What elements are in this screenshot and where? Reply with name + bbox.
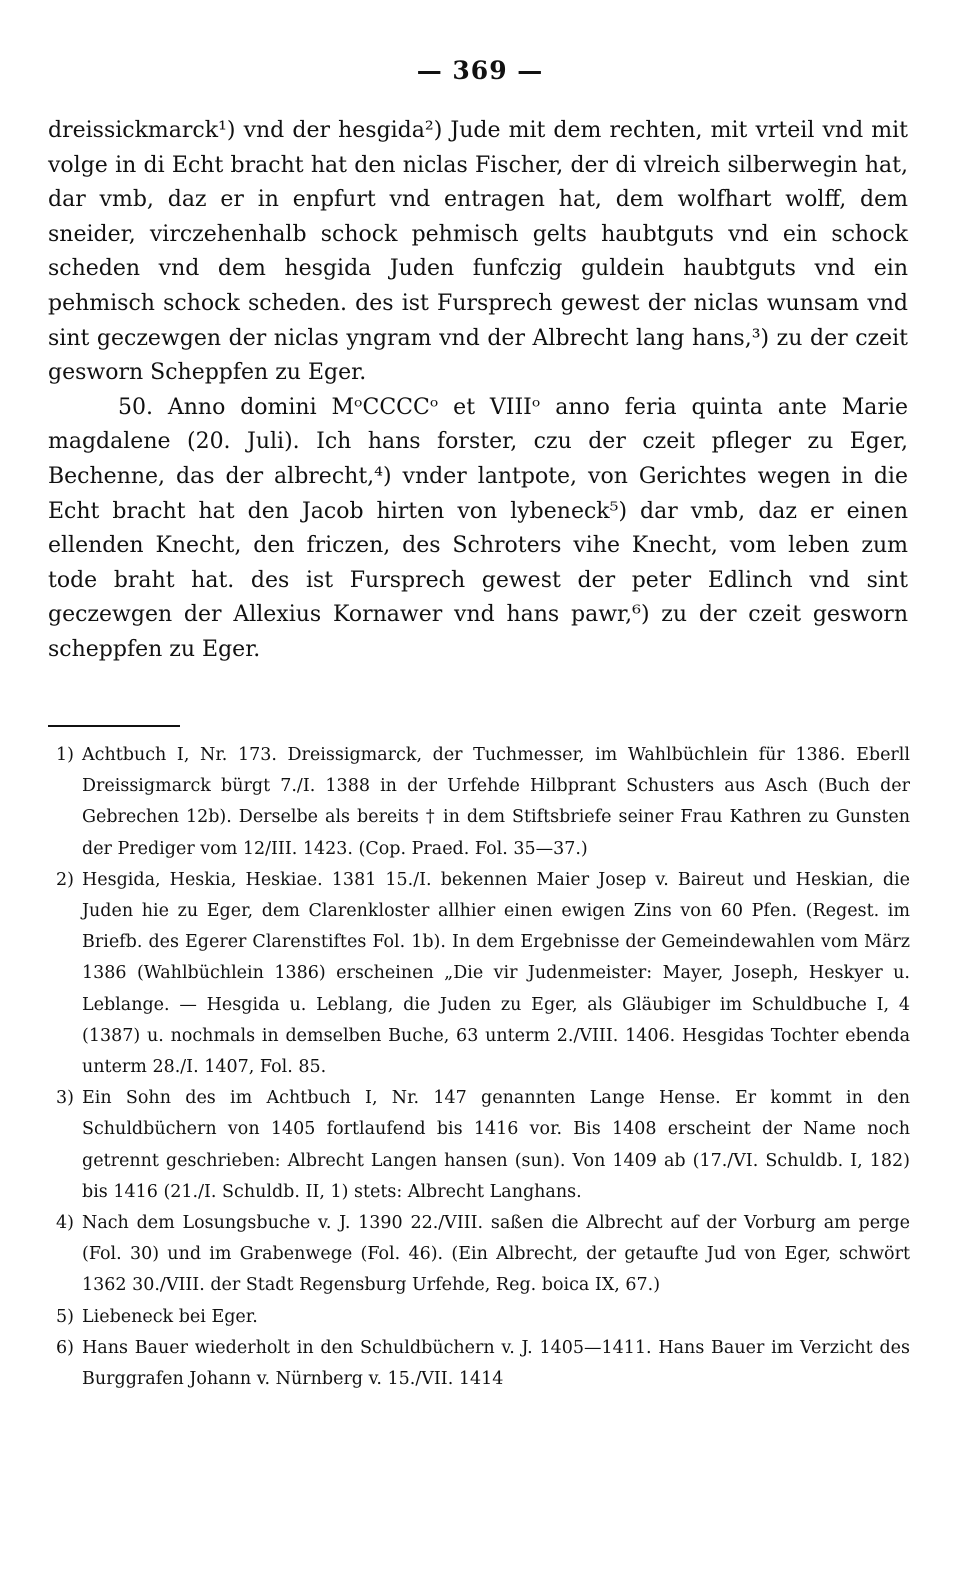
footnote-4 (56, 1208, 910, 1302)
footnote-1 (56, 740, 910, 865)
footnote-number: 6) (56, 1337, 74, 1358)
footnote-5 (56, 1302, 910, 1333)
footnote-number: 2) (56, 869, 74, 890)
footnote-3 (56, 1083, 910, 1208)
footnote-text: Hesgida, Heskia, Heskiae. 1381 15./I. bekennen Maier Josep v. Baireut und Heskian, die Juden hie zu Eger, dem Clarenkloster allhier einen ewigen Zins von 60 Pfen. (Regest. im Briefb. des Egerer Clarenstiftes Fol. 1b). In dem Ergebnisse der Gemeindewahlen vom März 1386 (Wahlbüchlein 1386) erscheinen „Die vir Judenmeister: Mayer, Joseph, Heskyer u. Leblange. — Hesgida u. Leblang, die Juden zu Eger, als Gläubiger im Schuldbuche I, 4 (1387) u. nochmals in demselben Buche, 63 unterm 2./VIII. 1406. Hesgidas Tochter ebenda unterm 28./I. 1407, Fol. 85. (82, 869, 910, 1078)
paragraph-1: dreissickmarck¹) vnd der hesgida²) Jude mit dem rechten, mit vrteil vnd mit volge in di Echt bracht hat den niclas Fischer, der di vlreich silberwegin hat, dar vmb, daz er in enpfurt vnd entragen hat, dem wolfhart wolff, dem sneider, virczehenhalb schock pehmisch gelts haubtguts vnd ein schock scheden vnd dem hesgida Juden funfczig guldein haubtguts vnd ein pehmisch schock scheden. des ist Fursprech gewest der niclas wunsam vnd sint geczewgen der niclas yngram vnd der Albrecht lang hans,³) zu der czeit gesworn Scheppfen zu Eger. (48, 118, 908, 386)
footnote-2 (56, 865, 910, 1083)
page-number: — 369 — (416, 56, 544, 85)
footnote-separator (48, 725, 180, 727)
footnote-text: Hans Bauer wiederholt in den Schuldbüchern v. J. 1405—1411. Hans Bauer im Verzicht des Burggrafen Johann v. Nürnberg v. 15./VII. 1414 (82, 1337, 910, 1390)
footnote-number: 3) (56, 1088, 74, 1109)
footnote-number: 4) (56, 1213, 74, 1234)
footnote-text: Ein Sohn des im Achtbuch I, Nr. 147 genannten Lange Hense. Er kommt in den Schuldbüchern von 1405 fortlaufend bis 1416 vor. Bis 1408 erscheint der Name noch getrennt geschrieben: Albrecht Langen hansen (sun). Von 1409 ab (17./VI. Schuldb. I, 182) bis 1416 (21./I. Schuldb. II, 1) stets: Albrecht Langhans. (82, 1088, 910, 1202)
footnote-text: Achtbuch I, Nr. 173. Dreissigmarck, der Tuchmesser, im Wahlbüchlein für 1386. Eberll Dreissigmarck bürgt 7./I. 1388 in der Urfehde Hilbprant Schusters aus Asch (Buch der Gebrechen 12b). Derselbe als bereits † in dem Stiftsbriefe seiner Frau Kathren zu Gunsten der Prediger vom 12/III. 1423. (Cop. Praed. Fol. 35—37.) (82, 745, 910, 859)
paragraph-2: 50. Anno domini MᵒCCCCᵒ et VIIIᵒ anno feria quinta ante Marie magdalene (20. Juli). Ich hans forster, czu der czeit pfleger zu Eger, Bechenne, das der albrecht,⁴) vnder lantpote, von Gerichtes wegen in die Echt bracht hat den Jacob hirten von lybeneck⁵) dar vmb, daz er einen ellenden Knecht, den friczen, des Schroters vihe Knecht, vom leben zum tode braht hat. des ist Fursprech gewest der peter Edlinch vnd sint geczewgen der Allexius Kornawer vnd hans pawr,⁶) zu der czeit gesworn scheppfen zu Eger. (48, 394, 908, 662)
footnotes (56, 740, 910, 1395)
main-text (48, 114, 908, 668)
footnote-text: Nach dem Losungsbuche v. J. 1390 22./VIII. saßen die Albrecht auf der Vorburg am perge (Fol. 30) und im Grabenwege (Fol. 46). (Ein Albrecht, der getaufte Jud von Eger, schwört 1362 30./VIII. der Stadt Regensburg Urfehde, Reg. boica IX, 67.) (82, 1213, 910, 1296)
footnote-number: 5) (56, 1306, 74, 1327)
footnote-6 (56, 1333, 910, 1395)
footnote-text: Liebeneck bei Eger. (82, 1306, 258, 1327)
footnote-number: 1) (56, 745, 74, 765)
